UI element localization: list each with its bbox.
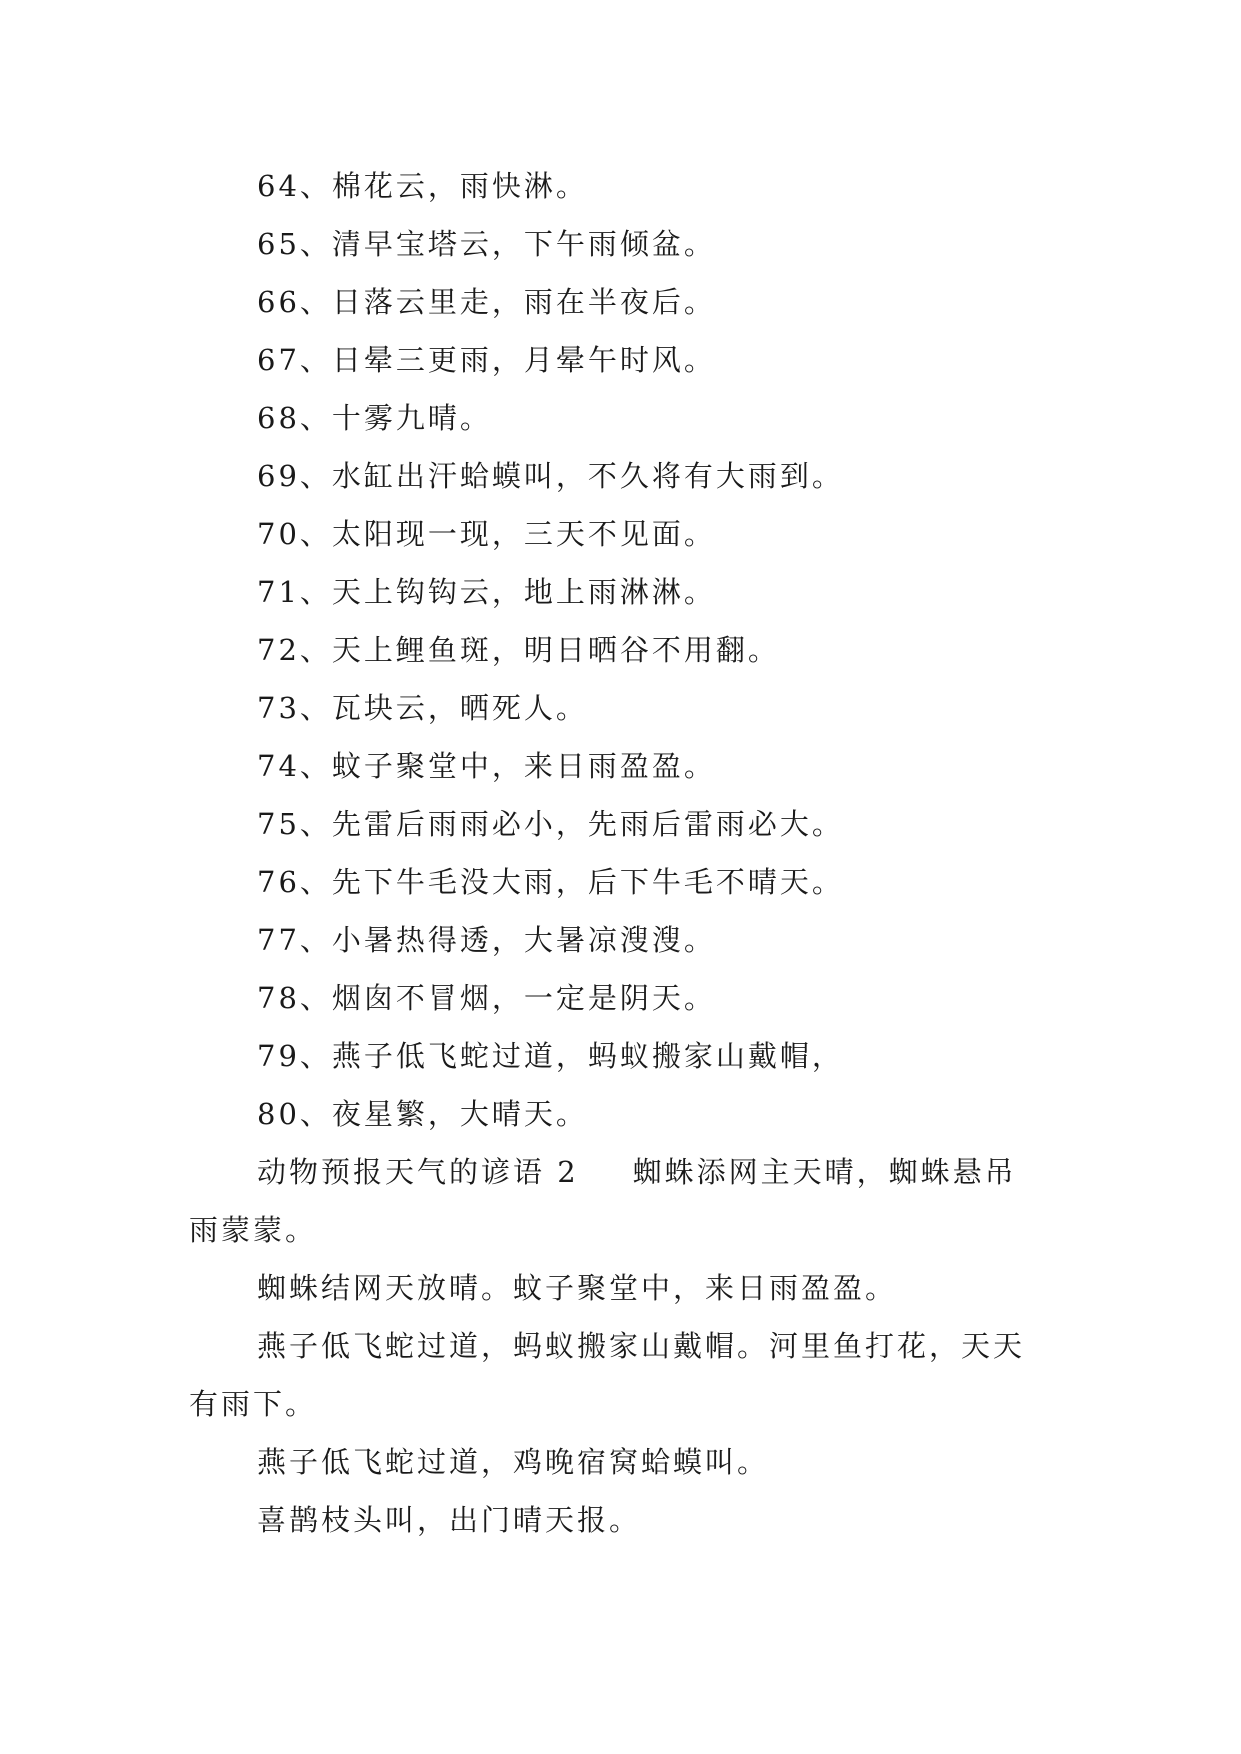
paragraph-continuation: 有雨下。 — [189, 1387, 318, 1421]
proverb-line: 67、日晕三更雨，月晕午时风。 — [257, 343, 716, 377]
paragraph: 燕子低飞蛇过道，蚂蚁搬家山戴帽。河里鱼打花，天天 — [257, 1329, 1026, 1363]
proverb-line: 75、先雷后雨雨必小，先雨后雷雨必大。 — [257, 807, 844, 841]
proverb-line: 80、夜星繁，大晴天。 — [257, 1097, 588, 1131]
proverb-line: 69、水缸出汗蛤蟆叫，不久将有大雨到。 — [257, 459, 844, 493]
proverb-line: 66、日落云里走，雨在半夜后。 — [257, 285, 716, 319]
paragraph: 蜘蛛结网天放晴。蚊子聚堂中，来日雨盈盈。 — [257, 1271, 898, 1305]
section-heading: 动物预报天气的谚语 2 — [257, 1155, 579, 1189]
proverb-line: 70、太阳现一现，三天不见面。 — [257, 517, 716, 551]
proverb-line: 72、天上鲤鱼斑，明日晒谷不用翻。 — [257, 633, 780, 667]
proverb-line: 74、蚊子聚堂中，来日雨盈盈。 — [257, 749, 716, 783]
proverb-line: 77、小暑热得透，大暑凉溲溲。 — [257, 923, 716, 957]
paragraph-text: 蜘蛛添网主天晴，蜘蛛悬吊 — [632, 1155, 1017, 1189]
paragraph: 喜鹊枝头叫，出门晴天报。 — [257, 1503, 642, 1537]
proverb-line: 65、清早宝塔云，下午雨倾盆。 — [257, 227, 716, 261]
proverb-line: 73、瓦块云，晒死人。 — [257, 691, 588, 725]
paragraph-continuation: 雨蒙蒙。 — [189, 1213, 318, 1247]
document-body — [189, 157, 1059, 1549]
proverb-line: 78、烟囱不冒烟，一定是阴天。 — [257, 981, 716, 1015]
paragraph: 燕子低飞蛇过道，鸡晚宿窝蛤蟆叫。 — [257, 1445, 770, 1479]
proverb-line: 71、天上钩钩云，地上雨淋淋。 — [257, 575, 716, 609]
proverb-line: 76、先下牛毛没大雨，后下牛毛不晴天。 — [257, 865, 844, 899]
proverb-line: 64、棉花云，雨快淋。 — [257, 169, 588, 203]
section-first-line — [189, 1143, 1059, 1201]
proverb-line: 68、十雾九晴。 — [257, 401, 492, 435]
proverb-line: 79、燕子低飞蛇过道，蚂蚁搬家山戴帽， — [257, 1039, 844, 1073]
